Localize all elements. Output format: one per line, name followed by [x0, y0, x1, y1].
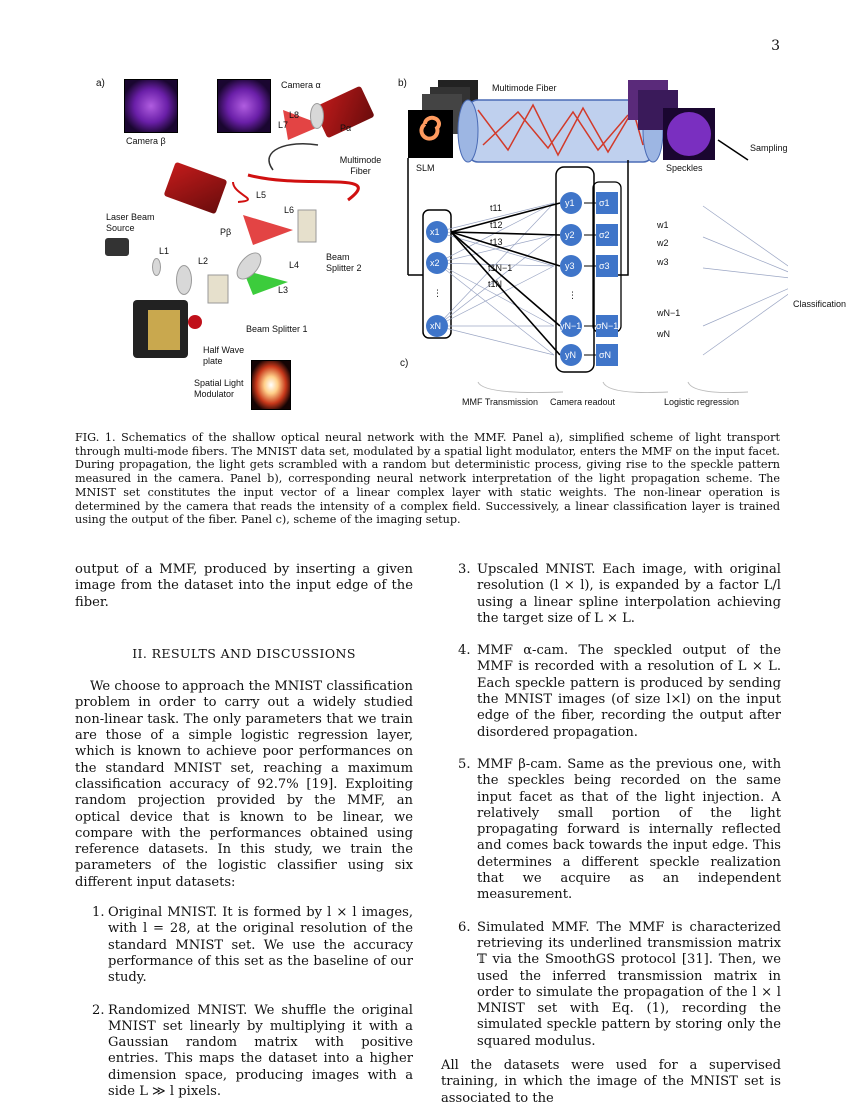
label-sampling: Sampling	[750, 143, 788, 153]
label-classification: Classification	[793, 299, 847, 309]
section-heading: II. RESULTS AND DISCUSSIONS	[132, 645, 356, 661]
list-item-number: 4.	[458, 643, 471, 659]
label-multimode-fiber-b: Multimode Fiber	[492, 83, 557, 93]
paragraph-training: All the datasets were used for a supervised training, in which the image of the MNIST set is associated to the	[441, 1058, 781, 1106]
node-sigmaN-1: σN−1	[596, 321, 619, 331]
label-l3: L3	[278, 285, 289, 295]
label-camera-readout: Camera readout	[550, 397, 616, 407]
node-sigma2: σ2	[599, 230, 610, 240]
w-label-N-1: wN−1	[657, 308, 681, 318]
node-x2: x2	[430, 258, 440, 268]
t-label-1N-1: t1N−1	[488, 263, 513, 273]
label-beam-splitter-2: Beam Splitter 2	[326, 252, 362, 273]
label-camera-beta: Camera β	[126, 136, 166, 146]
panel-a-label: a)	[96, 78, 105, 89]
node-y-ellipsis: ⋮	[568, 290, 577, 300]
figure-1	[88, 70, 847, 415]
list-item	[75, 1003, 413, 1101]
label-l6: L6	[284, 205, 295, 215]
node-sigma1: σ1	[599, 198, 610, 208]
list-item-number: 2.	[92, 1002, 105, 1018]
label-l8: L8	[289, 110, 300, 120]
list-item-text: Upscaled MNIST. Each image, with original resolution (l × l), is expanded by a factor L/l using a linear spline interpolation achieving the target size of L × L.	[477, 562, 781, 626]
t-label-1N: t1N	[488, 279, 503, 289]
w-label-1: w1	[657, 220, 669, 230]
figure-caption: FIG. 1. Schematics of the shallow optical neural network with the MMF. Panel a), simplified scheme of light transport through multi-mode fibers. The MNIST data set, modulated by a spatial light modulator, enters the MMF on the input facet. During propagation, the light gets scrambled with a random but deterministic process, giving rise to the speckle pattern measured in the camera. Panel b), corresponding neural network interpretation of the light propagation scheme. The MNIST set constitutes the input vector of a linear complex layer with static weights. The non-linear operation is determined by the camera that reads the intensity of a complex field. Successively, a linear classification layer is trained using the output of the fiber. Panel c), scheme of the imaging setup.	[75, 431, 780, 527]
node-y1: y1	[565, 198, 575, 208]
list-item-text: Randomized MNIST. We shuffle the original MNIST set linearly by multiplying it with a Gaussian random matrix with positive entries. This maps the dataset into a higher dimension space, producing images with a side L ≫ l pixels.	[108, 1002, 413, 1100]
list-item-text: Original MNIST. It is formed by l × l images, with l = 28, at the original resolution of the standard MNIST set. We use the accuracy performance of this set as the baseline of our study.	[108, 905, 413, 986]
lens-l2	[176, 265, 192, 295]
t-label-13: t13	[490, 237, 503, 247]
w-label-2: w2	[657, 238, 669, 248]
network-diagram	[388, 70, 788, 415]
node-y2: y2	[565, 230, 575, 240]
dataset-list-right	[441, 562, 781, 1050]
label-mmf-transmission: MMF Transmission	[462, 397, 539, 407]
label-p-beta: Pβ	[220, 227, 232, 237]
node-sigma3: σ3	[599, 261, 610, 271]
list-item-number: 5.	[458, 756, 471, 772]
lens-l8	[310, 103, 324, 129]
label-l7: L7	[278, 120, 289, 130]
dataset-list-left	[75, 905, 413, 1100]
list-item	[441, 643, 781, 741]
list-item-number: 6.	[458, 919, 471, 935]
node-xN: xN	[430, 321, 441, 331]
label-slm: Spatial Light Modulator	[194, 378, 244, 399]
node-y3: y3	[565, 261, 575, 271]
label-half-wave-plate: Half Wave plate	[203, 345, 245, 366]
node-yN: yN	[565, 350, 576, 360]
list-item	[75, 905, 413, 986]
panel-c-label: c)	[400, 358, 409, 369]
label-p-alpha: Pα	[340, 123, 352, 133]
setup-diagram	[88, 70, 398, 415]
list-item	[441, 562, 781, 627]
label-slm-b: SLM	[416, 163, 435, 173]
w-label-N: wN	[657, 329, 670, 339]
node-yN-1: yN−1	[560, 321, 582, 331]
w-label-3: w3	[657, 257, 669, 267]
label-l2: L2	[198, 256, 209, 266]
list-item	[441, 757, 781, 904]
label-camera-alpha: Camera α	[281, 80, 321, 90]
label-laser-source: Laser Beam Source	[106, 212, 155, 233]
label-l4: L4	[289, 260, 300, 270]
left-column	[75, 562, 413, 1116]
t-label-11: t11	[490, 203, 502, 213]
list-item-text: MMF β-cam. Same as the previous one, with the speckles being recorded on the same input facet as that of the light injection. A relatively small portion of the light propagating forward is internally reflected and comes back towards the input edge. This determines a different speckle realization that we acquire as an independent measurement.	[477, 756, 781, 903]
label-logistic-regression: Logistic regression	[664, 397, 740, 407]
label-multimode-fiber-a: Multimode Fiber	[339, 155, 382, 176]
label-l1: L1	[159, 246, 170, 256]
list-item-number: 3.	[458, 562, 471, 577]
list-item-number: 1.	[92, 905, 105, 921]
list-item	[441, 920, 781, 1050]
label-speckles: Speckles	[666, 163, 703, 173]
node-x1: x1	[430, 227, 440, 237]
paragraph-continuation: output of a MMF, produced by inserting a given image from the dataset into the input edge of the fiber.	[75, 562, 413, 610]
paragraph-results: We choose to approach the MNIST classification problem in order to carry out a widely studied non-linear task. The only parameters that we train are those of a simple logistic regression layer, which is known to achieve poor performances on the standard MNIST set, reaching a maximum classification accuracy of 92.7% [19]. Exploiting random projection provided by the MMF, an optical device that is known to be linear, we compare with the performances obtained using reference datasets. In this study, we train the parameters of the logistic classifier using six different input datasets:	[75, 679, 413, 890]
t-label-12: t12	[490, 220, 503, 230]
panel-b-label: b)	[398, 78, 407, 89]
list-item-text: Simulated MMF. The MMF is characterized retrieving its underlined transmission matrix 𝕋 via the SmoothGS protocol [31]. Then, we used the inferred transmission matrix in order to simulate the propagation of the l × l MNIST set with Eq. (1), recording the simulated speckle pattern by storing only the squared modulus.	[477, 919, 781, 1049]
page-number: 3	[771, 38, 780, 54]
label-l5: L5	[256, 190, 267, 200]
right-column	[441, 562, 781, 1107]
lens-l1	[152, 258, 161, 276]
node-sigmaN: σN	[599, 350, 612, 360]
label-beam-splitter-1: Beam Splitter 1	[246, 324, 308, 334]
node-x-ellipsis: ⋮	[433, 288, 442, 298]
list-item-text: MMF α-cam. The speckled output of the MMF is recorded with a resolution of L × L. Each speckle pattern is produced by sending the MNIST images (of size l×l) on the input edge of the fiber, recording the output after disordered propagation.	[477, 643, 781, 740]
